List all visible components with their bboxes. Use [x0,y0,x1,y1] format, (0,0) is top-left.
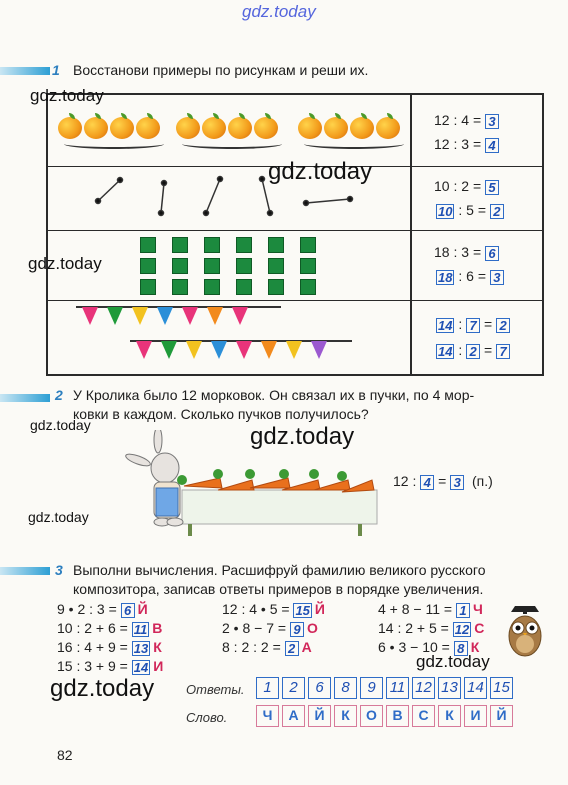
answers-label: Ответы. [186,682,245,697]
word-letter-cell: Ч [256,705,279,727]
flag-icon [311,341,327,359]
watermark: gdz.today [30,86,104,105]
equation: 10 : 2 = 5 [434,177,499,195]
answer-box: 6 [485,246,499,261]
answer-cell: 9 [360,677,383,699]
answer-box: 4 [485,138,499,153]
green-square-icon [268,258,284,274]
word-letter-cell: И [464,705,487,727]
green-square-icon [204,258,220,274]
equation: 10 : 5 = 2 [436,201,504,219]
answer-cell: 2 [282,677,305,699]
answers-grid [256,677,513,699]
apple-icon [254,117,278,139]
word-letter-cell: С [412,705,435,727]
flag-icon [161,341,177,359]
flag-icon [82,307,98,325]
task-2-number: 2 [55,387,63,403]
word-letter-cell: А [282,705,305,727]
flag-icon [136,341,152,359]
green-square-icon [140,237,156,253]
task-marker-bar [0,394,50,402]
watermark: gdz.today [28,509,89,525]
task-2-text: У Кролика было 12 морковок. Он связал их в пучки, по 4 мор- ковки в каждом. Сколько пучков получилось? [73,387,475,422]
green-square-icon [172,237,188,253]
green-square-icon [140,279,156,295]
green-square-icon [172,258,188,274]
green-square-icon [300,279,316,295]
word-grid [256,705,513,727]
answer-cell: 8 [334,677,357,699]
apple-icon [58,117,82,139]
equation: 18 : 6 = 3 [436,267,504,285]
apple-icon [228,117,252,139]
filled-box: 7 [466,318,480,333]
watermark: gdz.today [28,254,102,273]
answer-cell: 12 [412,677,435,699]
equation: 12 : 3 = 4 [434,135,499,153]
word-letter-cell: К [334,705,357,727]
equation: 14 : 2 = 7 [436,341,510,359]
filled-box: 14 [438,343,453,359]
flag-icon [107,307,123,325]
flag-icon [157,307,173,325]
watermark: gdz.today [30,417,91,433]
task-1-number: 1 [52,62,60,78]
flag-icon [132,307,148,325]
filled-box: 18 [438,269,453,285]
table-row-flags [48,301,542,374]
group-arc [64,139,164,149]
watermark: gdz.today [416,652,490,671]
task-marker-bar [0,67,50,75]
watermark: gdz.today [250,423,355,450]
green-square-icon [140,258,156,274]
flag-icon [232,307,248,325]
answer-box: 2 [496,318,510,333]
apple-icon [324,117,348,139]
page-number: 82 [57,747,73,763]
apple-icon [136,117,160,139]
apple-icon [176,117,200,139]
expression: 2 • 8 − 7 = 9 О [222,620,318,637]
green-square-icon [204,279,220,295]
apple-icon [298,117,322,139]
answer-box: 3 [450,475,464,490]
flag-icon [261,341,277,359]
rabbit-carrots-illustration [120,430,390,540]
answer-cell: 11 [386,677,409,699]
watermark: gdz.today [268,158,373,185]
answer-cell: 6 [308,677,331,699]
apple-icon [202,117,226,139]
expression: 10 : 2 + 6 = 11 В [57,620,163,637]
expression: 14 : 2 + 5 = 12 С [378,620,485,637]
answer-cell: 14 [464,677,487,699]
equation: 18 : 3 = 6 [434,243,499,261]
word-letter-cell: В [386,705,409,727]
group-arc [182,139,282,149]
expression: 6 • 3 − 10 = 8 К [378,639,480,656]
answer-box: 3 [490,270,504,285]
expression: 4 + 8 − 11 = 1 Ч [378,601,483,618]
answer-cell: 1 [256,677,279,699]
task-1-table [46,93,544,376]
task-3-text: Выполни вычисления. Расшифруй фамилию великого русского композитора, записав ответы примеров в порядке увеличения. [73,562,486,597]
table-row-apples [48,95,542,167]
expression: 15 : 3 + 9 = 14 И [57,658,164,675]
green-square-icon [300,258,316,274]
green-square-icon [236,258,252,274]
green-square-icon [300,237,316,253]
flag-icon [211,341,227,359]
apple-icon [350,117,374,139]
owl-icon [505,604,545,658]
answer-cell: 15 [490,677,513,699]
watermark-top: gdz.today [242,2,316,21]
word-letter-cell: О [360,705,383,727]
filled-box: 2 [466,344,480,359]
apple-icon [376,117,400,139]
expression: 16 : 4 + 9 = 13 К [57,639,162,656]
flag-icon [186,341,202,359]
task-2-equation: 12 : 4 = 3 (п.) [393,473,493,490]
unit-label: (п.) [472,473,493,489]
task-marker-bar [0,567,50,575]
expression: 9 • 2 : 3 = 6 Й [57,601,148,618]
equation: 12 : 4 = 3 [434,111,499,129]
task-1-text: Восстанови примеры по рисункам и реши их. [73,62,369,78]
green-square-icon [172,279,188,295]
green-square-icon [268,237,284,253]
equation: 14 : 7 = 2 [436,315,510,333]
flag-icon [236,341,252,359]
answer-box: 7 [496,344,510,359]
word-letter-cell: К [438,705,461,727]
filled-box: 10 [438,203,453,219]
green-square-icon [236,237,252,253]
answer-cell: 13 [438,677,461,699]
task-3-number: 3 [55,562,63,578]
answer-box: 5 [485,180,499,195]
filled-box: 14 [438,317,453,333]
word-letter-cell: Й [308,705,331,727]
answer-box: 2 [490,204,504,219]
filled-box: 4 [420,475,434,490]
green-square-icon [268,279,284,295]
expression: 8 : 2 : 2 = 2 А [222,639,312,656]
table-row-squares [48,231,542,301]
apple-icon [110,117,134,139]
green-square-icon [204,237,220,253]
flag-icon [182,307,198,325]
expression: 12 : 4 • 5 = 15 Й [222,601,325,618]
green-square-icon [236,279,252,295]
apple-icon [84,117,108,139]
word-letter-cell: Й [490,705,513,727]
flag-icon [207,307,223,325]
answer-box: 3 [485,114,499,129]
group-arc [304,139,404,149]
flag-icon [286,341,302,359]
watermark: gdz.today [50,675,155,702]
word-label: Слово. [186,710,228,725]
